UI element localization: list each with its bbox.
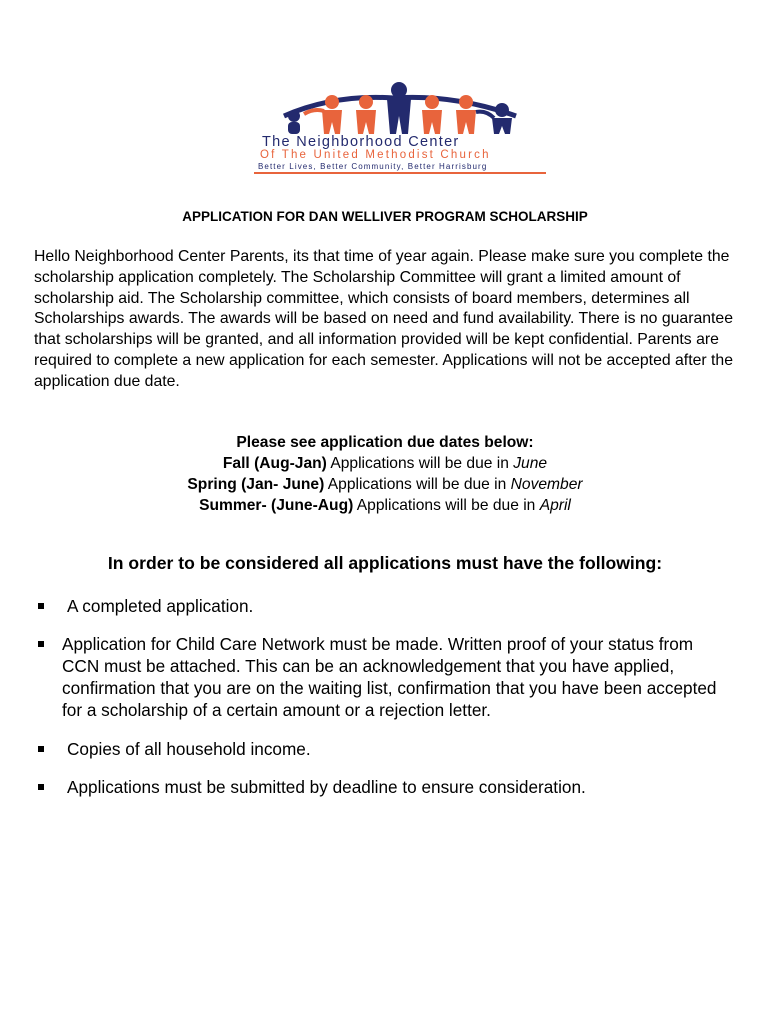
bullet-icon bbox=[38, 784, 44, 790]
due-month: June bbox=[513, 455, 548, 472]
requirement-text: Application for Child Care Network must be made. Written proof of your status from CCN must be attached. This can be an acknowledgement that you have applied, confirmation that you are on the waiting list, confirmation that you have been accepted for a scholarship of a certain amount or a rejection letter. bbox=[62, 634, 717, 720]
page-title: APPLICATION FOR DAN WELLIVER PROGRAM SCHOLARSHIP bbox=[182, 209, 588, 224]
logo bbox=[254, 80, 550, 175]
requirements-heading: In order to be considered all applications must have the following: bbox=[107, 553, 663, 573]
logo-tagline: Better Lives, Better Community, Better Harrisburg bbox=[258, 162, 488, 171]
due-date-row-fall bbox=[0, 453, 770, 474]
bullet-icon bbox=[38, 641, 44, 647]
term-label: Fall (Aug-Jan) bbox=[222, 455, 327, 472]
logo-name: The Neighborhood Center bbox=[262, 134, 460, 150]
bullet-icon bbox=[38, 746, 44, 752]
requirement-text: Copies of all household income. bbox=[67, 739, 311, 759]
requirement-text: Applications must be submitted by deadline to ensure consideration. bbox=[67, 777, 586, 797]
term-label: Spring (Jan- June) bbox=[187, 476, 325, 493]
logo-subtitle: Of The United Methodist Church bbox=[260, 149, 491, 161]
due-dates-section bbox=[0, 432, 770, 516]
due-dates-heading: Please see application due dates below: bbox=[236, 434, 534, 451]
due-text: Applications will be due in bbox=[324, 476, 511, 493]
logo-divider bbox=[254, 172, 546, 174]
due-text: Applications will be due in bbox=[353, 497, 540, 514]
due-date-row-summer bbox=[0, 495, 770, 516]
due-month: April bbox=[539, 497, 571, 514]
term-label: Summer- (June-Aug) bbox=[199, 497, 354, 514]
people-holding-hands-icon bbox=[254, 80, 550, 136]
due-date-row-spring bbox=[0, 474, 770, 495]
intro-paragraph: Hello Neighborhood Center Parents, its that time of year again. Please make sure you complete the scholarship application completely. The Scholarship Committee will grant a limited amount of scholarship aid. The Scholarship committee, which consists of board members, determines all Scholarships awards. The awards will be based on need and fund availability. There is no guarantee that scholarships will be granted, and all information provided will be kept confidential. Parents are required to complete a new application for each semester. Applications will not be accepted after the application due date. bbox=[34, 248, 734, 390]
due-month: November bbox=[510, 476, 583, 493]
requirement-text: A completed application. bbox=[67, 596, 254, 616]
bullet-icon bbox=[38, 603, 44, 609]
due-text: Applications will be due in bbox=[326, 455, 514, 472]
